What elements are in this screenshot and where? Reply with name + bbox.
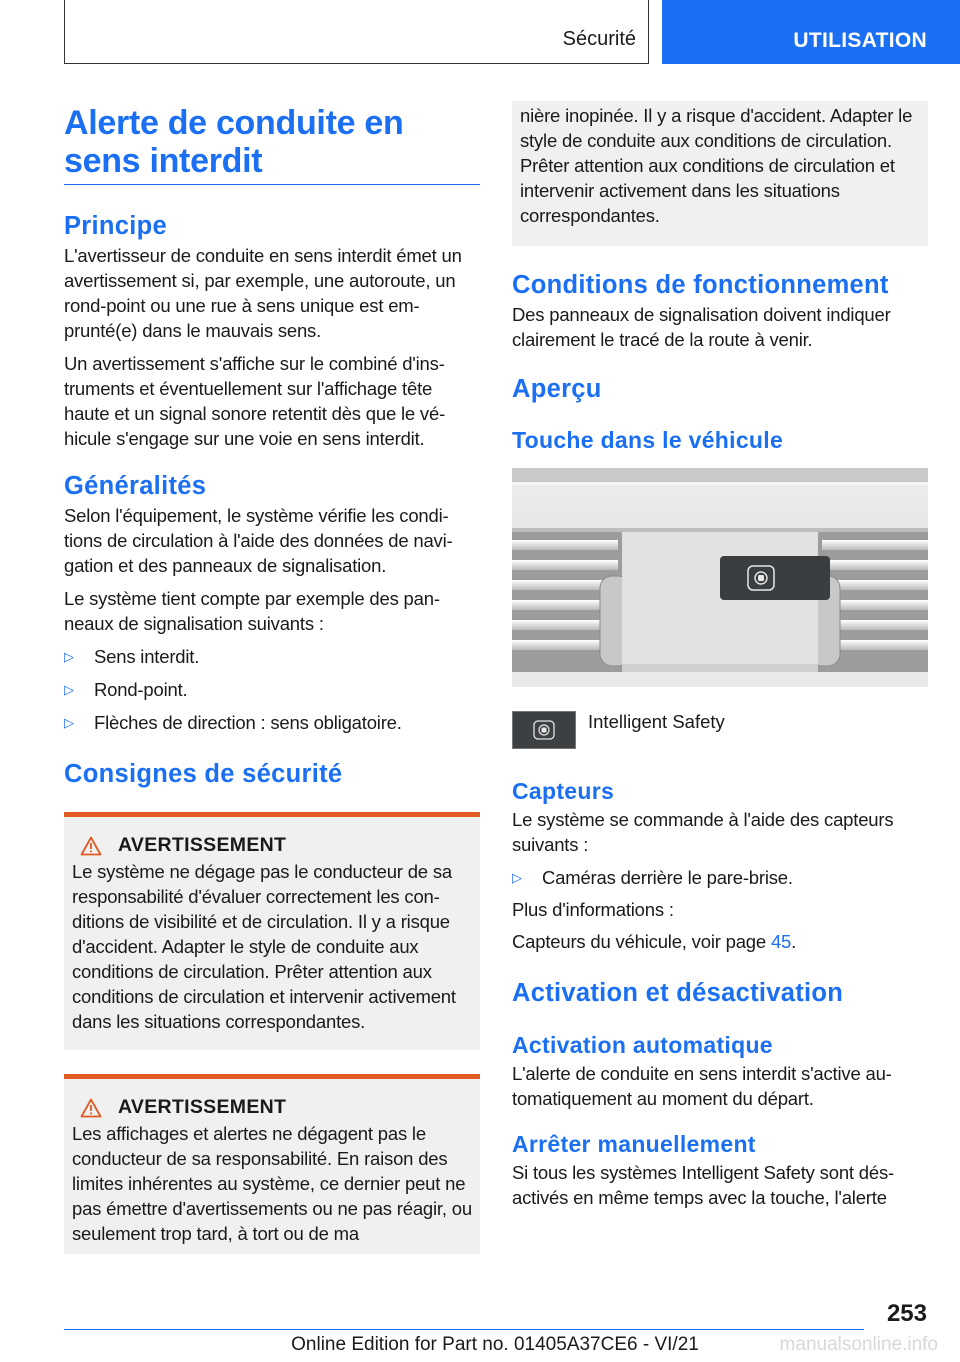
bullet-triangle-icon: ▷ (512, 870, 522, 885)
intelligent-safety-button-icon (512, 711, 576, 749)
warning-header (72, 834, 472, 857)
heading-touche: Touche dans le véhicule (512, 427, 784, 453)
left-column (64, 104, 480, 1254)
auto-paragraph: L'alerte de conduite en sens interdit s'active automatiquement au moment du départ. (512, 1063, 892, 1109)
heading-activation: Activation et désactivation (512, 979, 844, 1007)
heading-generalites: Généralités (64, 472, 207, 500)
warning-box-1 (64, 812, 480, 1050)
header-chapter-label: UTILISATION (793, 29, 927, 52)
warning-box-2-continued (512, 101, 928, 246)
header-section-box (64, 0, 649, 64)
list-item: ▷ Sens interdit. (64, 646, 200, 667)
warning-triangle-icon (80, 836, 102, 856)
warning-box-2 (64, 1074, 480, 1254)
heading-manuel: Arrêter manuellement (512, 1131, 756, 1157)
principe-paragraph-2: Un avertissement s'affiche sur le combiné d'instruments et éventuellement sur l'affichage tête haute et un signal sonore retentit dès que le véhicule s'engage sur une voie en sens interdit. (64, 353, 446, 449)
bullet-triangle-icon: ▷ (64, 715, 74, 730)
page-number: 253 (886, 1300, 927, 1327)
bullet-triangle-icon: ▷ (64, 682, 74, 697)
key-legend-label: Intelligent Safety (588, 711, 725, 732)
generalites-paragraph-1: Selon l'équipement, le système vérifie les conditions de circulation à l'aide des données de navigation et des panneaux de signalisation. (64, 505, 453, 576)
bullet-triangle-icon: ▷ (64, 649, 74, 664)
list-item: ▷ Caméras derrière le pare-brise. (512, 867, 793, 888)
warning-triangle-icon (80, 1098, 102, 1118)
heading-conditions: Conditions de fonctionnement (512, 271, 889, 299)
page-title: Alerte de conduite en sens interdit (64, 104, 480, 185)
sign-list (64, 644, 480, 735)
warning-title: AVERTISSEMENT (118, 834, 287, 856)
footer-divider (64, 1329, 864, 1330)
list-item: ▷ Flèches de direction : sens obligatoire. (64, 712, 402, 733)
heading-consignes: Consignes de sécurité (64, 760, 343, 788)
warning-title: AVERTISSEMENT (118, 1096, 287, 1118)
heading-principe: Principe (64, 212, 168, 240)
header-section-label: Sécurité (562, 28, 636, 50)
warning-header (72, 1096, 472, 1119)
page-link[interactable]: 45 (770, 931, 792, 952)
conditions-paragraph: Des panneaux de signalisation doivent indiquer clairement le tracé de la route à venir. (512, 304, 891, 350)
principe-paragraph-1: L'avertisseur de conduite en sens interdit émet un avertissement si, par exemple, une autoroute, un rond-point ou une rue à sens unique est emprunté(e) dans le mauvais sens. (64, 245, 462, 341)
right-column (512, 101, 928, 1210)
warning-text: Le système ne dégage pas le conducteur de sa responsabilité d'évaluer correctement les conditions de visibilité et de circulation. Il y a risque d'accident. Adapter le style de conduite aux conditions de circulation. Prêter attention aux conditions de circulation et intervenir activement dans les situations correspondantes. (72, 861, 456, 1032)
capteurs-paragraph: Le système se commande à l'aide des capteurs suivants : (512, 809, 894, 855)
list-item: ▷ Rond-point. (64, 679, 188, 700)
heading-auto: Activation automatique (512, 1032, 773, 1058)
warning-text-continued: nière inopinée. Il y a risque d'accident. Adapter le style de conduite aux conditions de circulation. Prêter attention aux conditions de circulation et intervenir activement dans les situations correspondantes. (520, 105, 913, 226)
capteurs-reference: Capteurs du véhicule, voir page 45. (512, 931, 797, 952)
heading-capteurs: Capteurs (512, 778, 615, 804)
footer-watermark: manualsonline.info (779, 1334, 938, 1355)
generalites-paragraph-2: Le système tient compte par exemple des panneaux de signalisation suivants : (64, 588, 440, 634)
manuel-paragraph: Si tous les systèmes Intelligent Safety sont désactivés en même temps avec la touche, l'alerte (512, 1162, 895, 1208)
vehicle-button-photo (512, 468, 928, 687)
warning-text: Les affichages et alertes ne dégagent pas le conducteur de sa responsabilité. En raison des limites inhérentes au système, ce dernier peut ne pas émettre d'avertissements ou ne pas réagir, ou seulement trop tard, à tort ou de ma (72, 1123, 472, 1244)
heading-apercu: Aperçu (512, 375, 602, 403)
footer-edition: Online Edition for Part no. 01405A37CE6 - VI/21 (291, 1334, 699, 1355)
header-chapter-tab (662, 0, 960, 64)
plus-info-text: Plus d'informations : (512, 899, 674, 920)
key-legend (512, 711, 928, 749)
